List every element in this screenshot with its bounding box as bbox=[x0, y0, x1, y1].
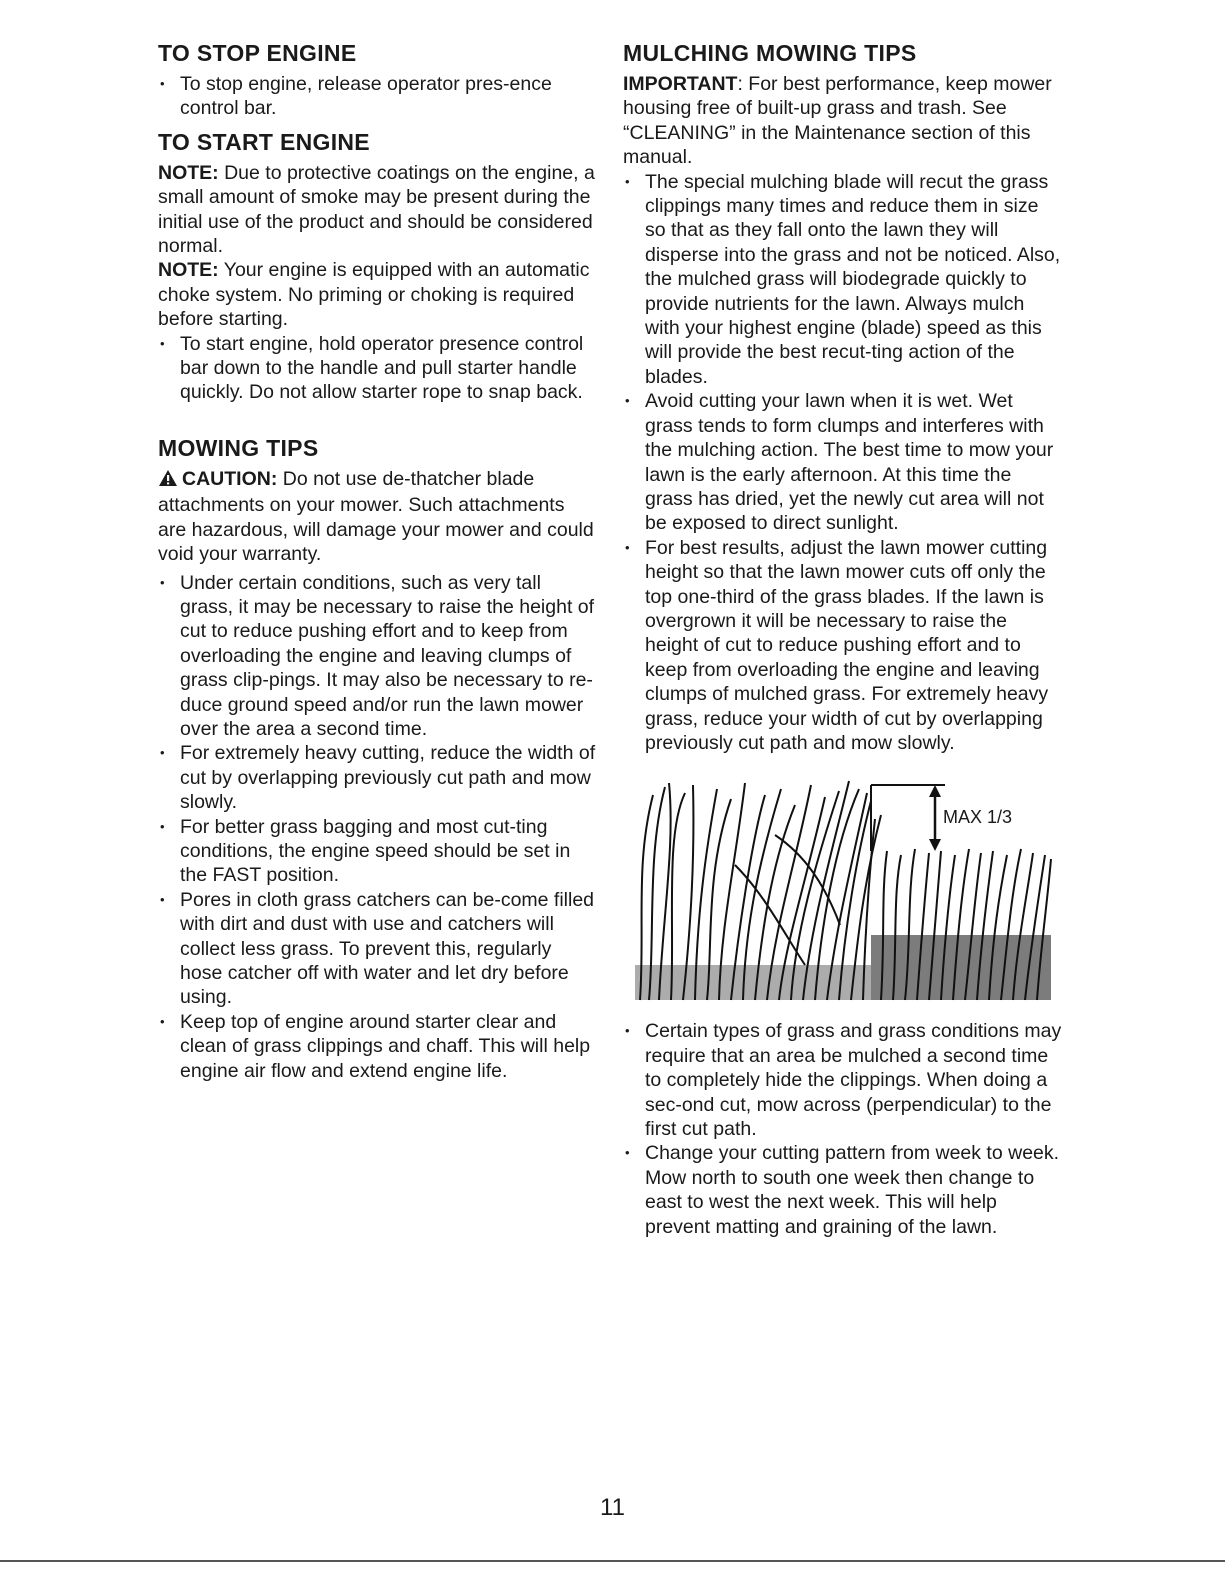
list-item: • For extremely heavy cutting, reduce the width of cut by overlapping previously cut path and mow slowly. bbox=[158, 741, 598, 814]
right-column bbox=[623, 38, 1063, 1239]
important-text: : For best performance, keep mower housing free of built-up grass and trash. See “CLEANING” in the Maintenance section of this manual. bbox=[623, 73, 1052, 169]
stop-engine-list bbox=[158, 72, 598, 121]
stop-engine-heading: TO STOP ENGINE bbox=[158, 40, 357, 66]
left-column bbox=[158, 38, 598, 1083]
mowing-tips-heading: MOWING TIPS bbox=[158, 434, 319, 461]
list-item: • Pores in cloth grass catchers can be-come filled with dirt and dust with use and catchers will collect less grass. To prevent this, regularly hose catcher off with water and let dry before using. bbox=[158, 888, 598, 1010]
list-item: • For better grass bagging and most cut-ting conditions, the engine speed should be set in the FAST position. bbox=[158, 815, 598, 888]
max-one-third-label: MAX 1/3 bbox=[943, 807, 1013, 828]
bottom-divider bbox=[0, 1560, 1225, 1562]
list-item: • The special mulching blade will recut the grass clippings many times and reduce them in size so that as they fall onto the lawn they will disperse into the grass and not be noticed. Also, the mulched grass will biodegrade quickly to provide nutrients for the lawn. Always mulch with your highest engine (blade) speed as this will provide the best recut-ting action of the blades. bbox=[623, 170, 1063, 390]
start-note-1 bbox=[158, 161, 598, 259]
list-item: • Under certain conditions, such as very tall grass, it may be necessary to raise the height of cut to reduce pushing effort and to keep from overloading the engine and leaving clumps of grass clip-pings. It may also be necessary to re-duce ground speed and/or run the lawn mower over the area a second time. bbox=[158, 571, 598, 742]
list-item: • Keep top of engine around starter clear and clean of grass clippings and chaff. This will help engine air flow and extend engine life. bbox=[158, 1010, 598, 1083]
list-item: • Avoid cutting your lawn when it is wet. Wet grass tends to form clumps and interferes with the mulching action. The best time to mow your lawn is the early afternoon. At this time the grass has dried, yet the newly cut area will not be exposed to direct sunlight. bbox=[623, 389, 1063, 535]
start-engine-list bbox=[158, 332, 598, 405]
note-text: Your engine is equipped with an automatic choke system. No priming or choking is required before starting. bbox=[158, 259, 590, 331]
note-label: NOTE: bbox=[158, 259, 219, 282]
important-paragraph bbox=[623, 72, 1063, 170]
list-item: • To stop engine, release operator pres-ence control bar. bbox=[158, 72, 598, 121]
start-note-2 bbox=[158, 258, 598, 331]
caution-text: Do not use de-thatcher blade attachments on your mower. Such attachments are hazardous, will damage your mower and could void your warranty. bbox=[158, 467, 594, 566]
list-item: • For best results, adjust the lawn mower cutting height so that the lawn mower cuts off only the top one-third of the grass blades. If the lawn is overgrown it will be necessary to raise the height of cut to reduce pushing effort and to keep from overloading the engine and leaving clumps of mulched grass. For extremely heavy grass, reduce your width of cut by overlapping previously cut path and mow slowly. bbox=[623, 536, 1063, 756]
warning-triangle-icon bbox=[158, 469, 178, 493]
mulching-tips-list bbox=[623, 170, 1063, 756]
note-label: NOTE: bbox=[158, 161, 219, 184]
list-item: • To start engine, hold operator presence control bar down to the handle and pull starter handle quickly. Do not allow starter rope to snap back. bbox=[158, 332, 598, 405]
caution-paragraph bbox=[158, 467, 598, 567]
important-label: IMPORTANT bbox=[623, 73, 738, 95]
list-item: • Certain types of grass and grass conditions may require that an area be mulched a second time to completely hide the clippings. When doing a sec-ond cut, mow across (perpendicular) to the first cut path. bbox=[623, 1019, 1063, 1141]
page-number: 11 bbox=[600, 1494, 625, 1521]
mulching-tips-heading: MULCHING MOWING TIPS bbox=[623, 40, 917, 66]
mowing-tips-list bbox=[158, 571, 598, 1084]
mulching-tips-list-continued bbox=[623, 1019, 1063, 1239]
caution-label: CAUTION: bbox=[182, 467, 278, 490]
start-engine-heading: TO START ENGINE bbox=[158, 128, 370, 155]
grass-height-illustration bbox=[635, 775, 1055, 1005]
note-text: Due to protective coatings on the engine, a small amount of smoke may be present during the initial use of the product and should be considered normal. bbox=[158, 161, 595, 258]
list-item: • Change your cutting pattern from week to week. Mow north to south one week then change to east to west the next week. This will help prevent matting and graining of the lawn. bbox=[623, 1141, 1063, 1239]
